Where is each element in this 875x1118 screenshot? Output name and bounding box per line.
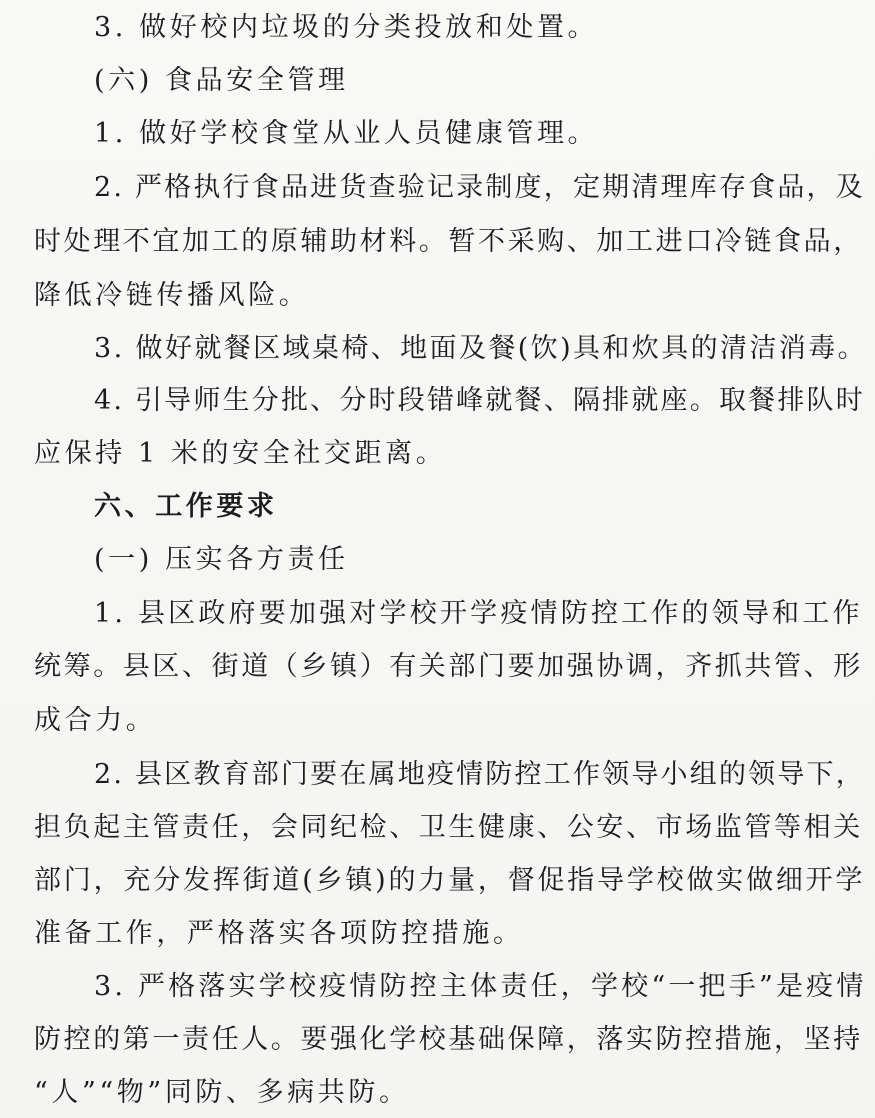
paragraph-line: 3. 做好校内垃圾的分类投放和处置。 — [94, 12, 599, 43]
paragraph-line: 4. 引导师生分批、分时段错峰就餐、隔排就座。取餐排队时 — [94, 385, 865, 416]
paragraph-line: 3. 严格落实学校疫情防控主体责任，学校“一把手”是疫情 — [94, 971, 867, 1002]
paragraph-line: 防控的第一责任人。要强化学校基础保障，落实防控措施，坚持 — [34, 1024, 863, 1055]
paragraph-line: 3. 做好就餐区域桌椅、地面及餐(饮)具和炊具的清洁消毒。 — [94, 333, 868, 364]
paragraph-line: 准备工作，严格落实各项防控措施。 — [34, 918, 524, 949]
paragraph-line: 2. 严格执行食品进货查验记录制度，定期清理库存食品，及 — [94, 172, 865, 203]
paragraph-line: 应保持 1 米的安全社交距离。 — [34, 438, 447, 469]
paragraph-line: 部门，充分发挥街道(乡镇)的力量，督促指导学校做实做细开学 — [34, 865, 866, 896]
paragraph-line: 成合力。 — [34, 705, 157, 736]
paragraph-line: “人”“物”同防、多病共防。 — [34, 1077, 410, 1108]
paragraph-line: 时处理不宜加工的原辅助材料。暂不采购、加工进口冷链食品， — [34, 226, 863, 257]
paragraph-line: 1. 县区政府要加强对学校开学疫情防控工作的领导和工作 — [94, 598, 863, 629]
subsection-heading: (一) 压实各方责任 — [94, 544, 349, 575]
subsection-heading: (六) 食品安全管理 — [94, 65, 349, 96]
paragraph-line: 2. 县区教育部门要在属地疫情防控工作领导小组的领导下， — [94, 759, 865, 790]
section-heading: 六、工作要求 — [94, 491, 278, 522]
paragraph-line: 降低冷链传播风险。 — [34, 280, 310, 311]
paragraph-line: 担负起主管责任，会同纪检、卫生健康、公安、市场监管等相关 — [34, 812, 863, 843]
paragraph-line: 1. 做好学校食堂从业人员健康管理。 — [94, 118, 599, 149]
paragraph-line: 统筹。县区、街道（乡镇）有关部门要加强协调，齐抓共管、形 — [34, 651, 863, 682]
